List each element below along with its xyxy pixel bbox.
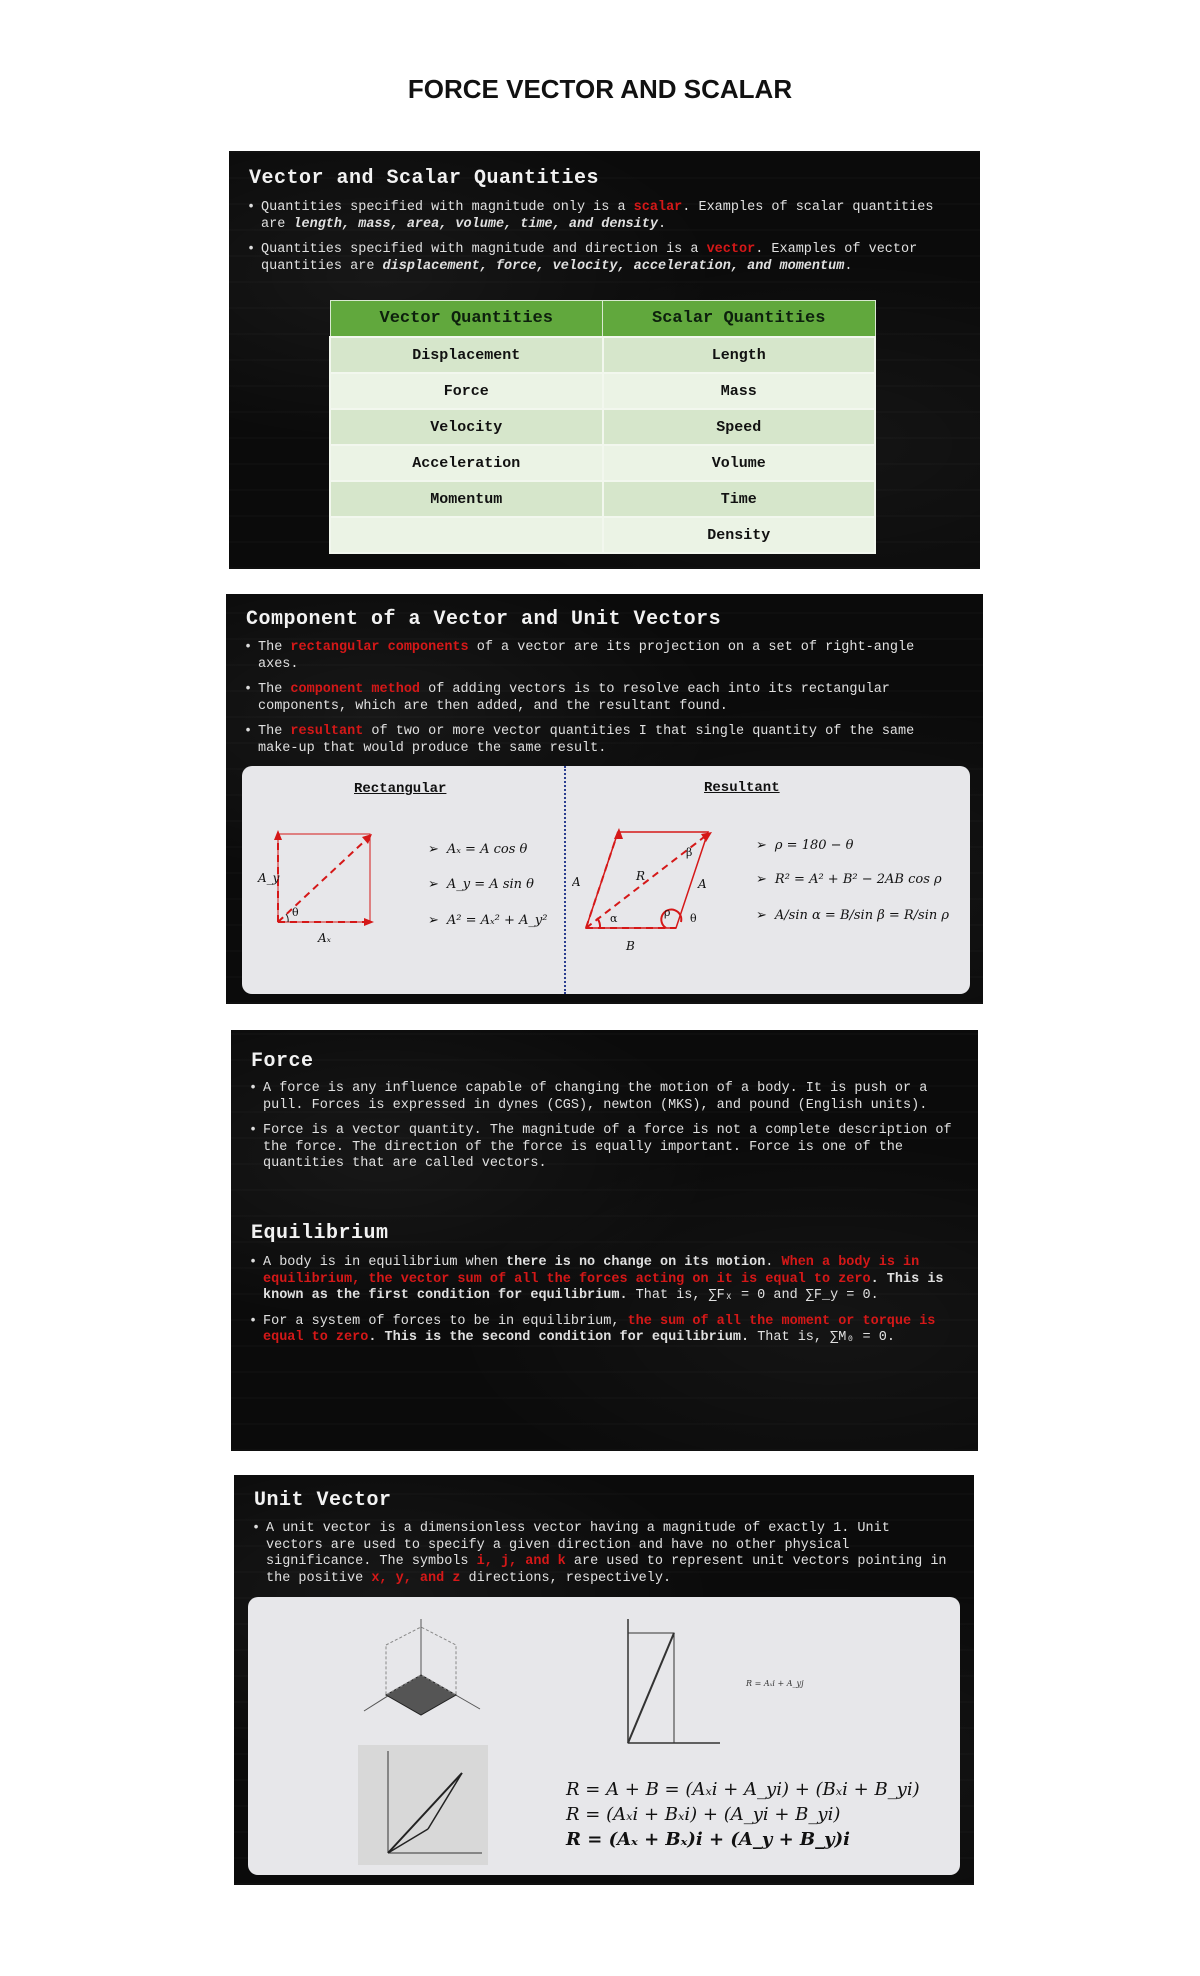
table-row xyxy=(330,409,875,445)
diagram-panel xyxy=(242,766,970,994)
bullet-second-condition: • For a system of forces to be in equilibrium, the sum of all the moment or torque is equal to zero. This is the second condition for equilibrium. That is, ∑M₀ = 0. xyxy=(249,1314,952,1347)
table-cell: Time xyxy=(603,481,876,517)
bullet-force-definition: • A force is any influence capable of changing the motion of a body. It is push or a pull. Forces is expressed in dynes (CGS), newton (MKS), and pound (English units). xyxy=(249,1081,952,1114)
table-cell: Velocity xyxy=(330,409,603,445)
label-b: B xyxy=(626,939,635,953)
label-beta: β xyxy=(686,846,693,859)
table-row xyxy=(330,481,875,517)
bullet-vector: • Quantities specified with magnitude and direction is a vector. Examples of vector quantities are displacement, force, velocity, acceleration, and momentum. xyxy=(247,242,954,275)
rect-formula-2: ➢ A_y = A sin θ xyxy=(428,877,534,892)
table-cell: Momentum xyxy=(330,481,603,517)
label-theta: θ xyxy=(292,906,299,919)
label-ax: Aₓ xyxy=(318,931,331,945)
slide-title: Unit Vector xyxy=(254,1489,392,1512)
unit-vector-panel xyxy=(248,1597,960,1875)
table-cell: Density xyxy=(603,517,876,553)
rect-formula-3: ➢ A² = Aₓ² + A_y² xyxy=(428,913,548,928)
document-title: FORCE VECTOR AND SCALAR xyxy=(407,74,793,104)
force-bullets xyxy=(249,1081,952,1182)
slide-force-equilibrium xyxy=(231,1030,978,1451)
table-row xyxy=(330,517,875,553)
label-theta-res: θ xyxy=(690,912,697,925)
figure-equation: R = Aₓi + A_yj xyxy=(746,1679,804,1688)
table-cell: Speed xyxy=(603,409,876,445)
bullet-force-vector: • Force is a vector quantity. The magnitude of a force is not a complete description of the force. The direction of the force is equally important. Force is one of the quantities that are called vectors. xyxy=(249,1123,952,1173)
table-row xyxy=(330,445,875,481)
res-formula-3: ➢ A/sin α = B/sin β = R/sin ρ xyxy=(756,908,950,923)
slide-vector-scalar xyxy=(229,151,980,569)
res-formula-2: ➢ R² = A² + B² − 2AB cos ρ xyxy=(756,872,942,887)
bullet-unit-vector: • A unit vector is a dimensionless vector having a magnitude of exactly 1. Unit vectors are used to specify a given direction and have no other physical significance. The symbols i, j, and k are used to represent unit vectors pointing in the positive x, y, and z directions, respectively. xyxy=(252,1521,948,1587)
label-a-right: A xyxy=(698,877,707,891)
label-alpha: α xyxy=(610,912,618,925)
resultant-label: Resultant xyxy=(704,780,780,796)
slide-components xyxy=(226,594,983,1004)
slide-title: Vector and Scalar Quantities xyxy=(249,167,600,190)
bullet-resultant: • The resultant of two or more vector quantities I that single quantity of the same make-up that would produce the same result. xyxy=(244,724,957,757)
xy-axes-figure xyxy=(616,1611,726,1751)
panel-divider xyxy=(564,766,566,994)
bullet-rectangular: • The rectangular components of a vector are its projection on a set of right-angle axes. xyxy=(244,640,957,673)
table-row xyxy=(330,337,875,373)
table-row xyxy=(330,373,875,409)
equilibrium-bullets xyxy=(249,1255,952,1356)
bullet-list xyxy=(247,200,954,284)
table-cell: Mass xyxy=(603,373,876,409)
table-cell xyxy=(330,517,603,553)
table-cell: Length xyxy=(603,337,876,373)
label-r: R xyxy=(636,869,646,883)
table-cell: Force xyxy=(330,373,603,409)
table-header-scalar: Scalar Quantities xyxy=(603,301,876,338)
table-header-vector: Vector Quantities xyxy=(330,301,603,338)
slide-unit-vector xyxy=(234,1475,974,1885)
cube-axes-figure xyxy=(356,1615,486,1735)
label-rho: ρ xyxy=(664,906,671,919)
rectangular-diagram xyxy=(254,828,394,958)
rectangular-label: Rectangular xyxy=(354,781,447,797)
table-cell: Displacement xyxy=(330,337,603,373)
force-heading: Force xyxy=(251,1050,314,1073)
bullet-list xyxy=(252,1521,948,1596)
slide-title: Component of a Vector and Unit Vectors xyxy=(246,608,722,631)
label-a-left: A xyxy=(572,875,581,889)
rect-formula-1: ➢ Aₓ = A cos θ xyxy=(428,842,528,857)
equilibrium-heading: Equilibrium xyxy=(251,1222,389,1245)
res-formula-1: ➢ ρ = 180 − θ xyxy=(756,838,854,853)
bullet-list xyxy=(244,640,957,766)
table-cell: Acceleration xyxy=(330,445,603,481)
bullet-component-method: • The component method of adding vectors is to resolve each into its rectangular components, which are then added, and the resultant found. xyxy=(244,682,957,715)
table-cell: Volume xyxy=(603,445,876,481)
equation-1: R = A + B = (Aₓi + A_yi) + (Bₓi + B_yi) xyxy=(566,1779,920,1800)
equation-3: R = (Aₓ + Bₓ)i + (A_y + B_y)i xyxy=(566,1829,850,1850)
bullet-scalar: • Quantities specified with magnitude only is a scalar. Examples of scalar quantities are length, mass, area, volume, time, and density. xyxy=(247,200,954,233)
vector-sum-figure xyxy=(358,1745,488,1865)
resultant-diagram xyxy=(572,826,742,966)
equation-2: R = (Aₓi + Bₓi) + (A_yi + B_yi) xyxy=(566,1804,841,1825)
label-ay: A_y xyxy=(258,871,280,885)
bullet-first-condition: • A body is in equilibrium when there is no change on its motion. When a body is in equilibrium, the vector sum of all the forces acting on it is equal to zero. This is known as the first condition for equilibrium. That is, ∑Fₓ = 0 and ∑F_y = 0. xyxy=(249,1255,952,1305)
quantities-table xyxy=(329,300,876,554)
